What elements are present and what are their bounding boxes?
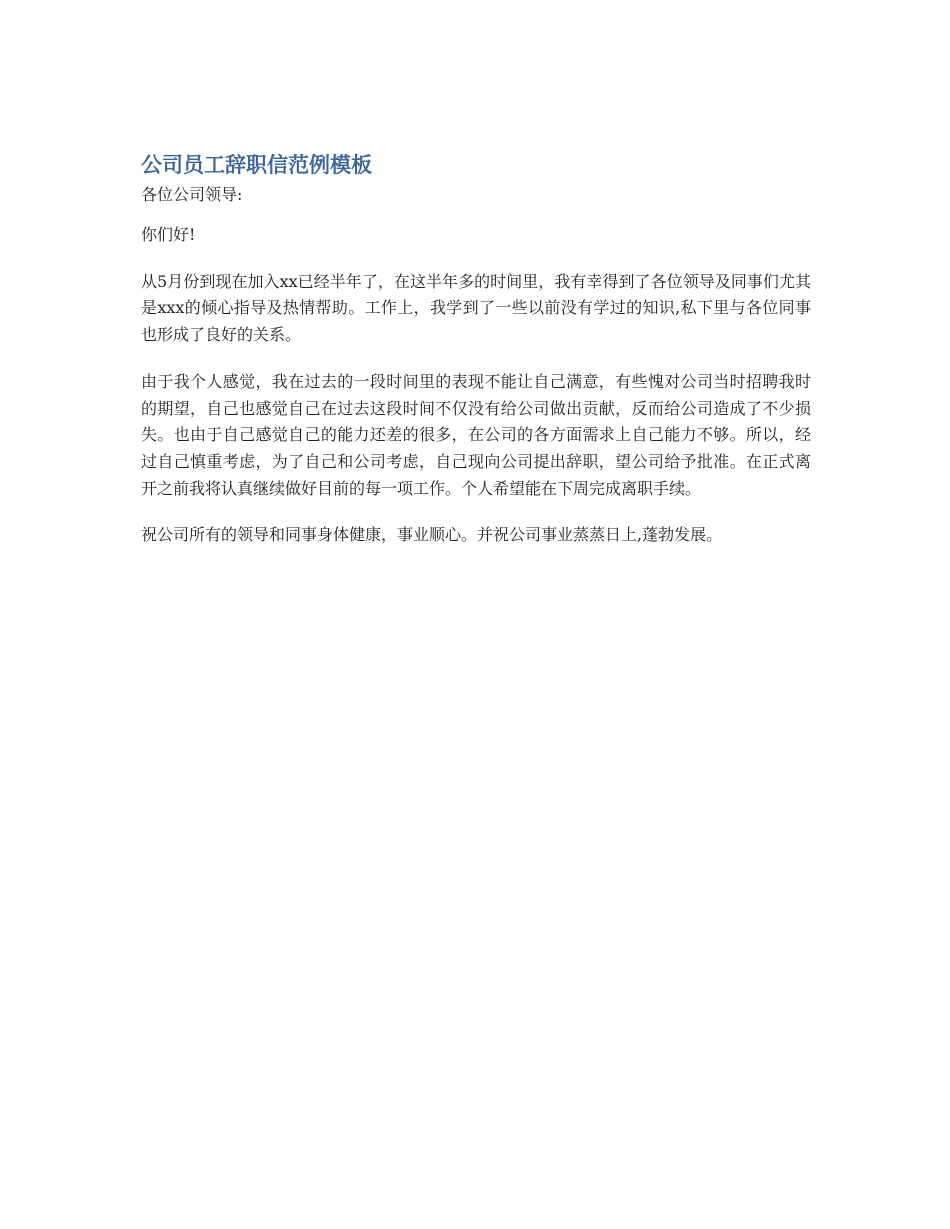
letter-body [141,150,811,549]
salutation: 各位公司领导: [141,185,243,204]
paragraph-closing: 祝公司所有的领导和同事身体健康，事业顺心。并祝公司事业蒸蒸日上,蓬勃发展。 [141,525,723,545]
greeting: 你们好! [141,225,196,244]
paragraph-reason: 由于我个人感觉，我在过去的一段时间里的表现不能让自己满意，有些愧对公司当时招聘我时的期望，自己也感觉自己在过去这段时间不仅没有给公司做出贡献，反而给公司造成了不少损失。也由于自己感觉自己的能力还差的很多，在公司的各方面需求上自己能力不够。所以，经过自己慎重考虑，为了自己和公司考虑，自己现向公司提出辞职，望公司给予批准。在正式离开之前我将认真继续做好目前的每一项工作。个人希望能在下周完成离职手续。 [141,371,811,498]
paragraph-intro: 从5月份到现在加入xx已经半年了，在这半年多的时间里，我有幸得到了各位领导及同事们尤其是xxx的倾心指导及热情帮助。工作上，我学到了一些以前没有学过的知识,私下里与各位同事也形成了良好的关系。 [141,271,811,345]
document-title: 公司员工辞职信范例模板 [141,153,372,177]
